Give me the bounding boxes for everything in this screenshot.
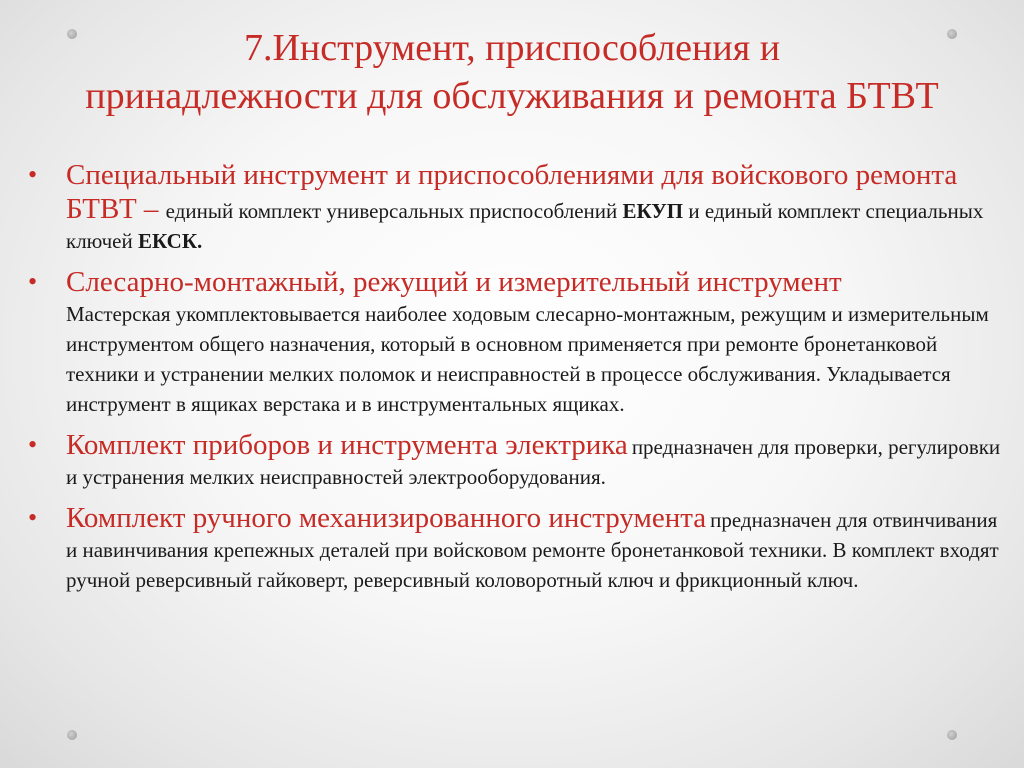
corner-dot-bottom-right [947,730,957,740]
bullet-marker: • [28,430,38,459]
bullet-marker: • [28,160,38,189]
bullet-marker: • [28,267,38,296]
corner-dot-bottom-left [67,730,77,740]
bullet-dash: – [136,193,166,225]
bullet-heading: Комплект ручного механизированного инструмента [66,502,707,534]
bullet-text: предназначен для проверки, регулировки и устранения мелких неисправностей электрооборудования. [66,435,1001,489]
bullet-text-cont: и единый комплект специальных ключей [66,199,984,253]
bullet-heading: Специальный инструмент и приспособлениями для войскового ремонта БТВТ [66,159,958,225]
title-line-2: принадлежности для обслуживания и ремонта БТВТ [85,75,939,117]
bullet-item-power-tools-kit [22,501,1007,595]
bullet-text: Мастерская укомплектовывается наиболее ходовым слесарно-монтажным, режущим и измерительным инструментом общего назначения, который в основном применяется при ремонте бронетанковой техники и устранении мелких поломок и неисправностей в процессе обслуживания. Укладывается инструмент в ящиках верстака и в инструментальных ящиках. [66,302,989,416]
bullet-heading: Комплект приборов и инструмента электрика [66,429,628,461]
eksk-label: ЕКСК. [137,229,203,253]
bullet-item-locksmith-tools [22,265,1007,419]
bullet-marker: • [28,503,38,532]
bullet-text: единый комплект универсальных приспособлений [165,199,623,223]
corner-dot-top-right [947,29,957,39]
title-line-1: 7.Инструмент, приспособления и [243,27,781,69]
ekup-label: ЕКУП [622,199,684,223]
bullet-item-electrician-kit [22,428,1007,492]
bullet-heading: Слесарно-монтажный, режущий и измерительный инструмент [66,266,842,298]
bullet-text: предназначен для отвинчивания и навинчивания крепежных деталей при войсковом ремонте бронетанковой техники. В комплект входят ручной реверсивный гайковерт, реверсивный коловоротный ключ и фрикционный ключ. [66,508,999,592]
bullet-item-special-tools [22,158,1007,256]
slide-title [40,24,984,120]
bullet-list [22,158,1007,604]
corner-dot-top-left [67,29,77,39]
